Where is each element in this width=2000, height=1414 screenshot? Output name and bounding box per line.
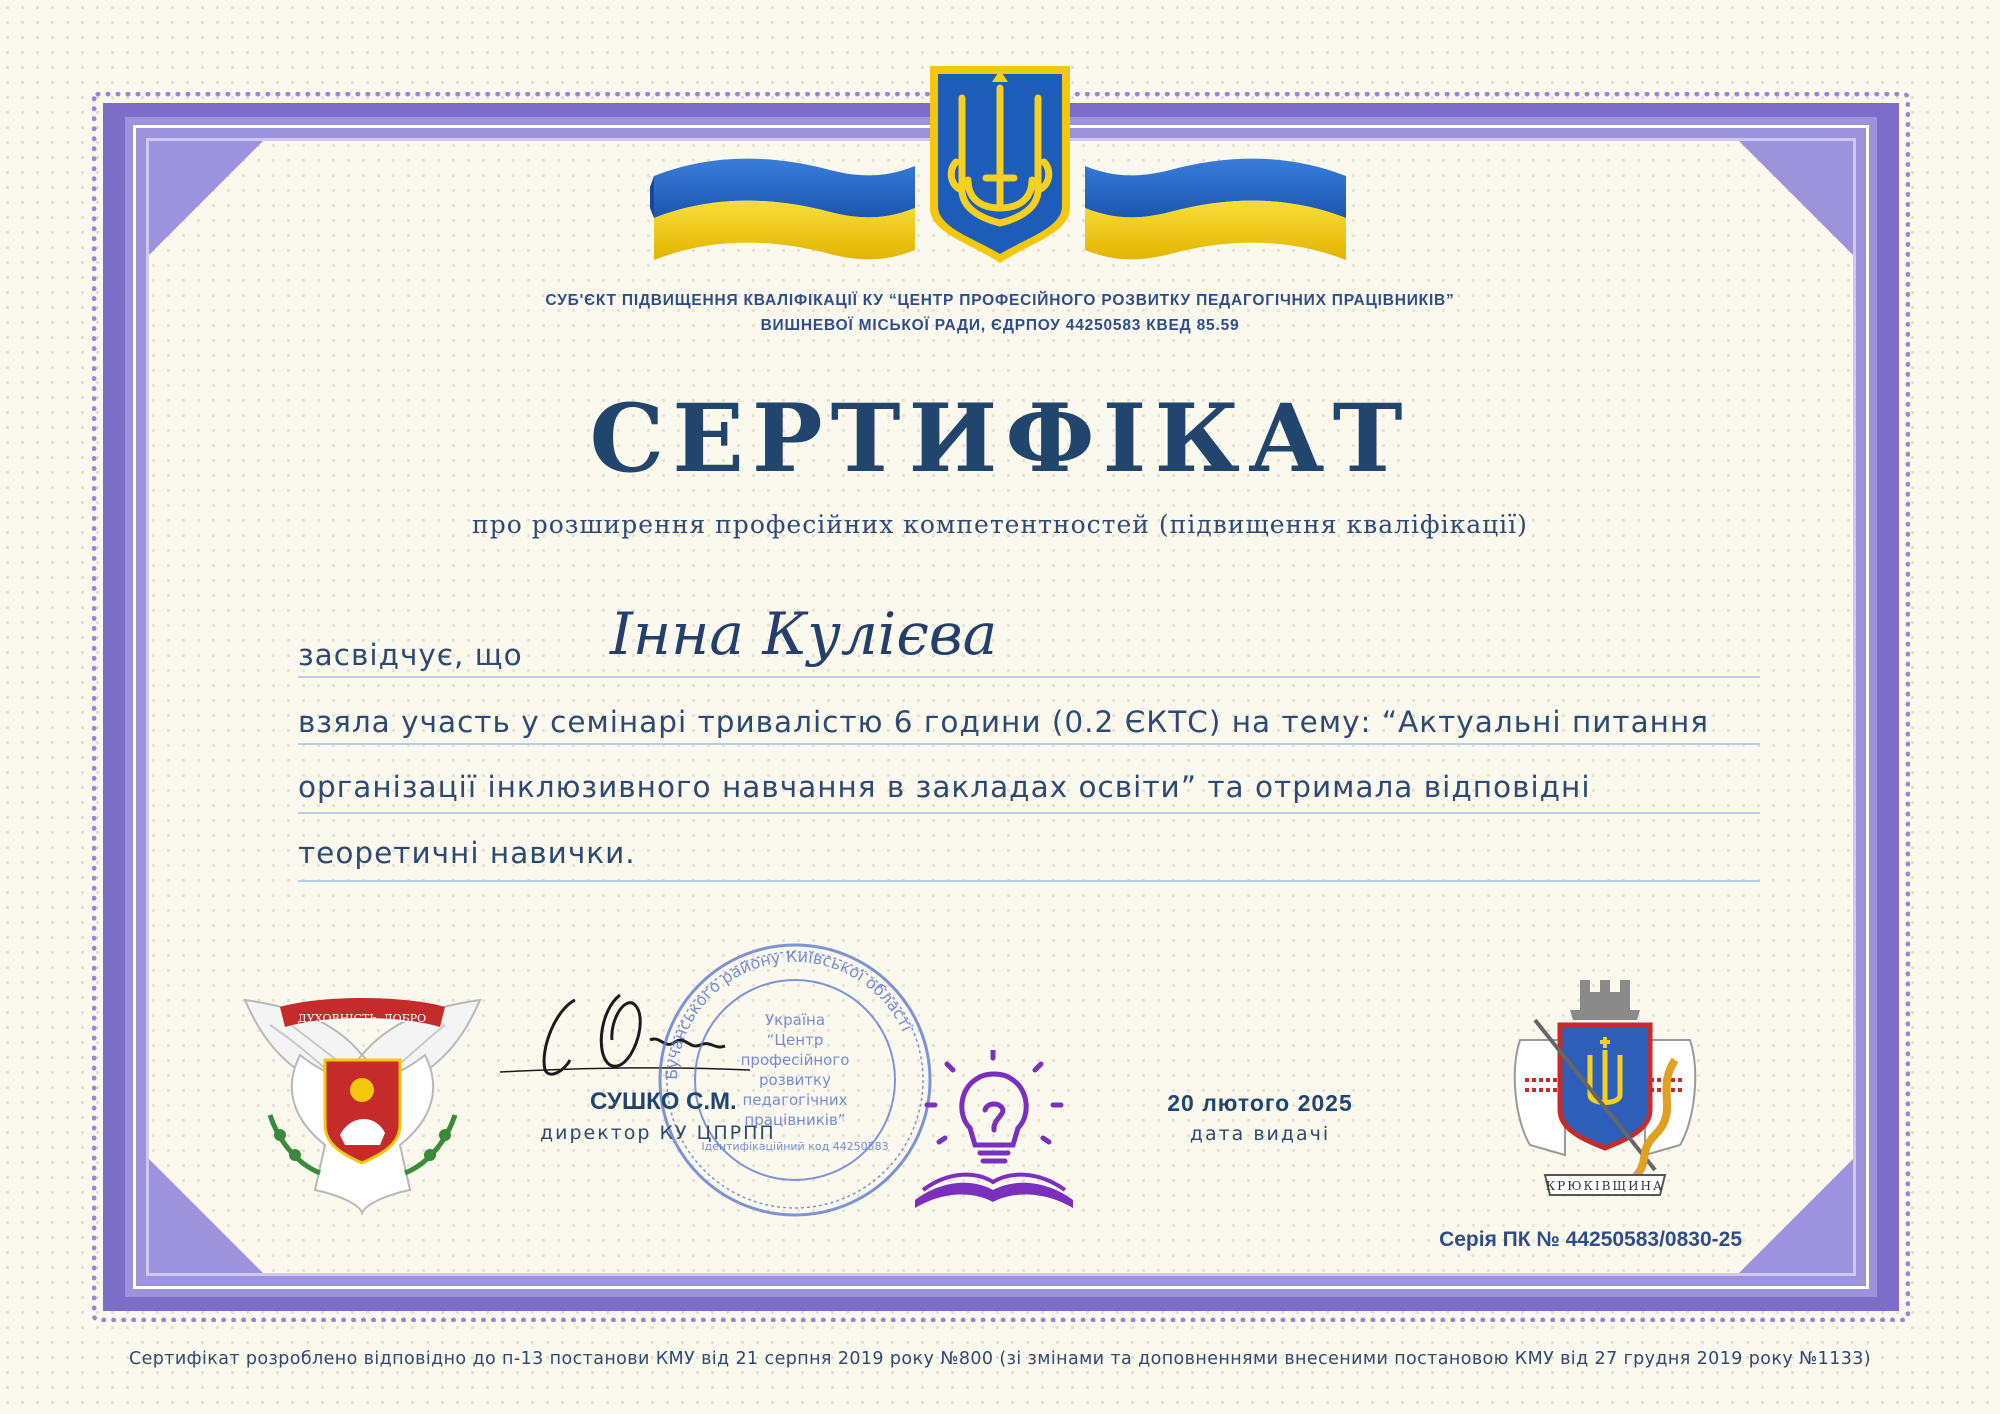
official-stamp [650,935,940,1225]
rule-line [298,743,1760,745]
body-line-1: взяла участь у семінарі тривалістю 6 години (0.2 ЄКТС) на тему: “Актуальні питання [298,705,1709,739]
certificate-subtitle: про розширення професійних компетентностей (підвищення кваліфікації) [472,510,1528,539]
issuer-header [300,288,1700,338]
rule-line [298,812,1760,814]
right-emblem-ribbon-text [1546,1179,1664,1193]
series-number: Серія ПК № 44250583/0830-25 [1439,1228,1742,1251]
rule-line [298,676,1760,678]
svg-text:педагогічних: педагогічних [742,1091,848,1109]
body-line-2: організації інклюзивного навчання в закладах освіти” та отримала відповідні [298,770,1591,804]
signatory-name: СУШКО С.М. [590,1088,737,1115]
recipient-name: Інна Кулієва [610,600,998,668]
kryukivshchyna-coat-of-arms-icon [1505,980,1705,1205]
trident-emblem-icon [650,58,1350,263]
issuer-line-1: СУБ'ЄКТ ПІДВИЩЕННЯ КВАЛІФІКАЦІЇ КУ “ЦЕНТР ПРОФЕСІЙНОГО РОЗВИТКУ ПЕДАГОГІЧНИХ ПРАЦІВНИКІВ” [545,292,1455,309]
svg-text:Ідентифікаційний код 44250583: Ідентифікаційний код 44250583 [701,1140,889,1153]
svg-text:ДУХОВНІСТЬ, ДОБРО: ДУХОВНІСТЬ, ДОБРО [297,1012,427,1025]
issue-date: 20 лютого 2025 [1167,1090,1353,1116]
lightbulb-book-icon [905,1050,1085,1210]
signatory-role: директор КУ ЦПРПП [540,1122,776,1144]
svg-text:Україна: Україна [764,1011,826,1029]
footer-note: Сертифікат розроблено відповідно до п-13 постанови КМУ від 21 серпня 2019 року №800 (зі змінами та доповненнями внесеними постановою КМУ від 27 грудня 2019 року №1133) [128,1349,1872,1369]
rule-line [298,880,1760,882]
svg-text:професійного: професійного [740,1051,850,1069]
left-emblem-ribbon-text [298,1012,426,1025]
svg-text:КРЮКІВЩИНА: КРЮКІВЩИНА [1545,1179,1665,1193]
certificate-title: СЕРТИФІКАТ [589,384,1411,494]
dove-coat-of-arms-icon [240,995,485,1215]
issuer-line-2: ВИШНЕВОЇ МІСЬКОЇ РАДИ, ЄДРПОУ 44250583 КВЕД 85.59 [760,317,1240,334]
svg-text:Бучанського району Київської о: Бучанського району Київської області [661,946,917,1081]
issue-date-label: дата видачі [1189,1123,1331,1145]
svg-text:розвитку: розвитку [759,1071,831,1089]
certifies-label: засвідчує, що [298,638,523,672]
svg-text:працівників”: працівників” [744,1111,846,1129]
svg-text:“Центр: “Центр [766,1031,824,1049]
body-line-3: теоретичні навички. [298,836,636,870]
